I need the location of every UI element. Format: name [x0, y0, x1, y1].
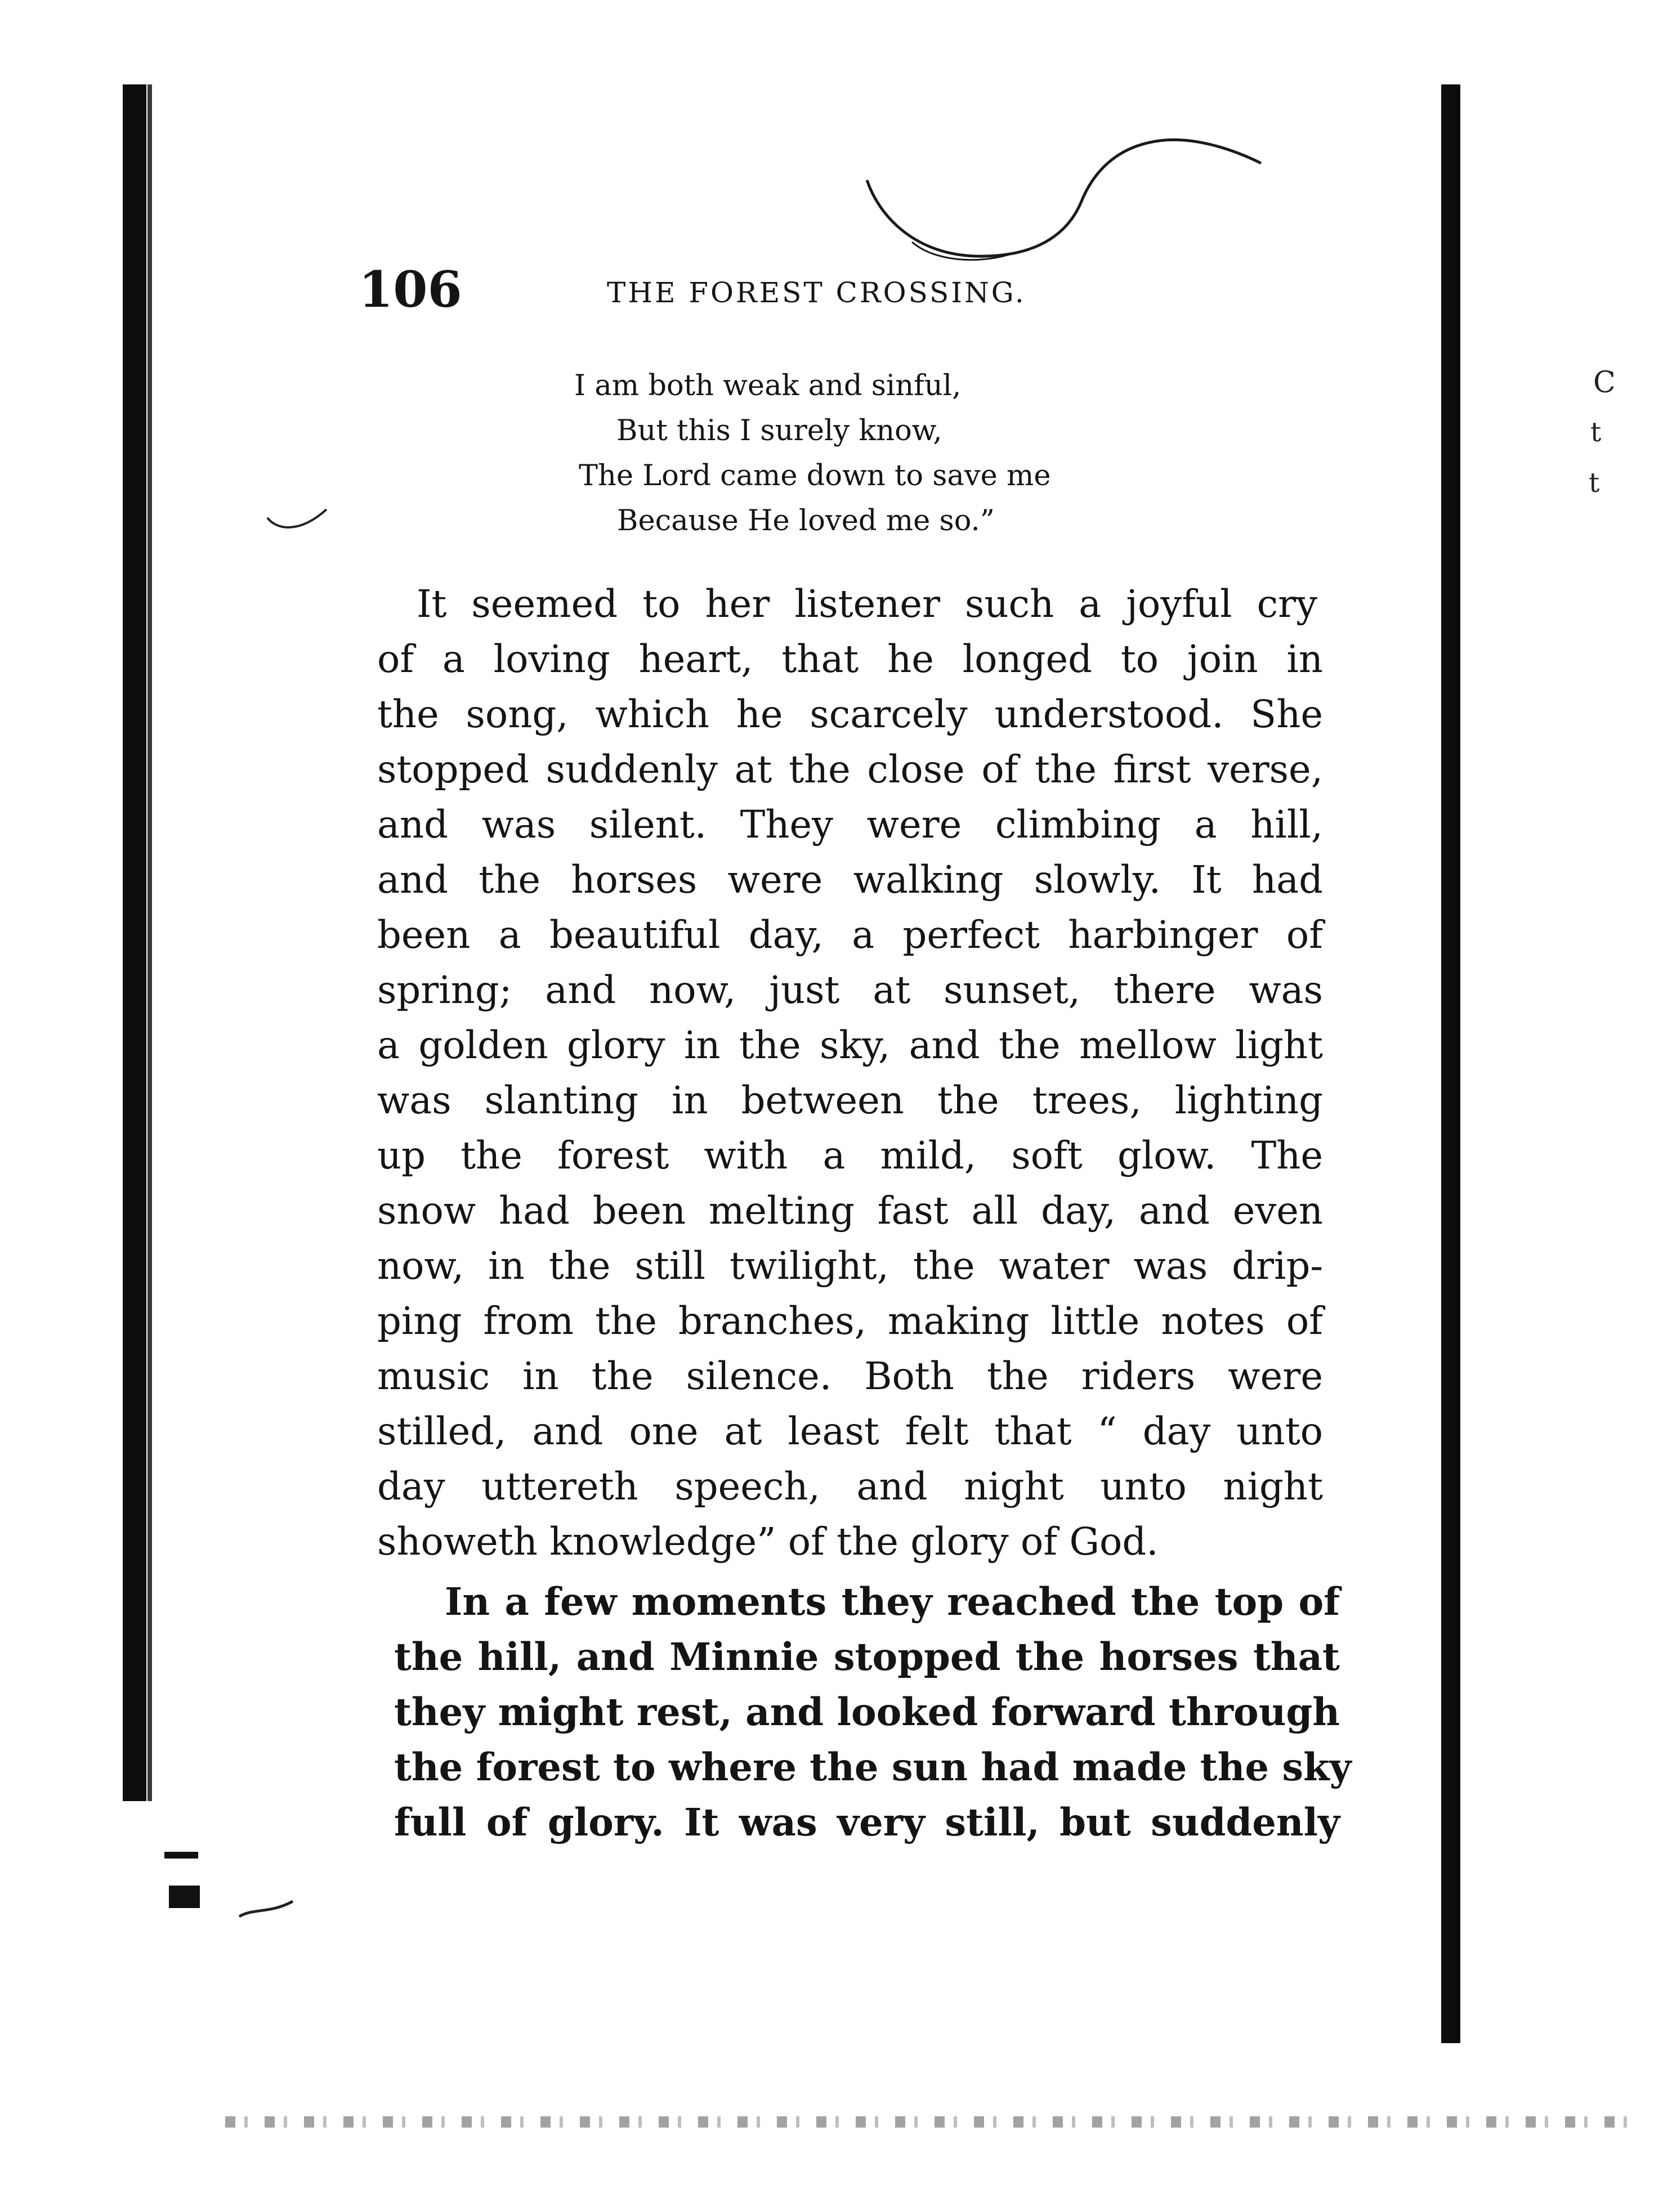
text-line: spring; and now, just at sunset, there was: [377, 968, 1323, 1012]
margin-squiggle-left-1: [265, 507, 332, 540]
left-margin-mark: [164, 1852, 198, 1859]
text-line: snow had been melting fast all day, and even: [377, 1189, 1323, 1233]
pen-squiggle: [844, 129, 1295, 276]
left-margin-block: [169, 1886, 200, 1908]
right-binding-bar: [1441, 84, 1460, 2043]
poem-line: Because He loved me so.”: [617, 504, 995, 538]
text-line: the forest to where the sun had made the sky: [394, 1745, 1352, 1789]
text-line: In a few moments they reached the top of: [445, 1579, 1340, 1624]
running-head: THE FOREST CROSSING.: [607, 276, 1026, 309]
margin-letter-t-2: t: [1589, 467, 1600, 499]
left-binding-edge: [147, 84, 152, 1801]
text-line: been a beautiful day, a perfect harbinger of: [377, 913, 1323, 957]
poem-line: But this I surely know,: [616, 414, 942, 447]
margin-letter-t-1: t: [1590, 417, 1602, 448]
text-line: It seemed to her listener such a joyful cry: [417, 582, 1317, 626]
text-line: ping from the branches, making little notes of: [377, 1299, 1323, 1343]
text-line: full of glory. It was very still, but suddenly: [394, 1800, 1340, 1844]
poem-line: The Lord came down to save me: [579, 459, 1051, 492]
text-line: and the horses were walking slowly. It had: [377, 858, 1323, 902]
text-line: up the forest with a mild, soft glow. The: [377, 1134, 1323, 1177]
text-line: of a loving heart, that he longed to join in: [377, 637, 1323, 681]
text-line: now, in the still twilight, the water was drip-: [377, 1244, 1323, 1288]
text-line: showeth knowledge” of the glory of God.: [377, 1520, 1159, 1564]
text-line: they might rest, and looked forward through: [394, 1690, 1340, 1734]
margin-letter-c: C: [1593, 366, 1616, 400]
poem-line: I am both weak and sinful,: [574, 369, 962, 402]
page-number: 106: [359, 260, 462, 319]
text-line: music in the silence. Both the riders were: [377, 1354, 1323, 1398]
bottom-smudge: [225, 2116, 1633, 2128]
text-line: was slanting in between the trees, lighting: [377, 1078, 1323, 1122]
left-binding-bar: [123, 84, 146, 1801]
text-line: stilled, and one at least felt that “ day unto: [377, 1409, 1323, 1453]
text-line: a golden glory in the sky, and the mellow light: [377, 1023, 1323, 1067]
text-line: day uttereth speech, and night unto night: [377, 1465, 1323, 1508]
margin-squiggle-left-2: [236, 1897, 298, 1925]
text-line: the hill, and Minnie stopped the horses that: [394, 1635, 1340, 1679]
text-line: stopped suddenly at the close of the first verse,: [377, 747, 1323, 791]
text-line: and was silent. They were climbing a hill,: [377, 803, 1323, 847]
text-line: the song, which he scarcely understood. She: [377, 692, 1323, 736]
